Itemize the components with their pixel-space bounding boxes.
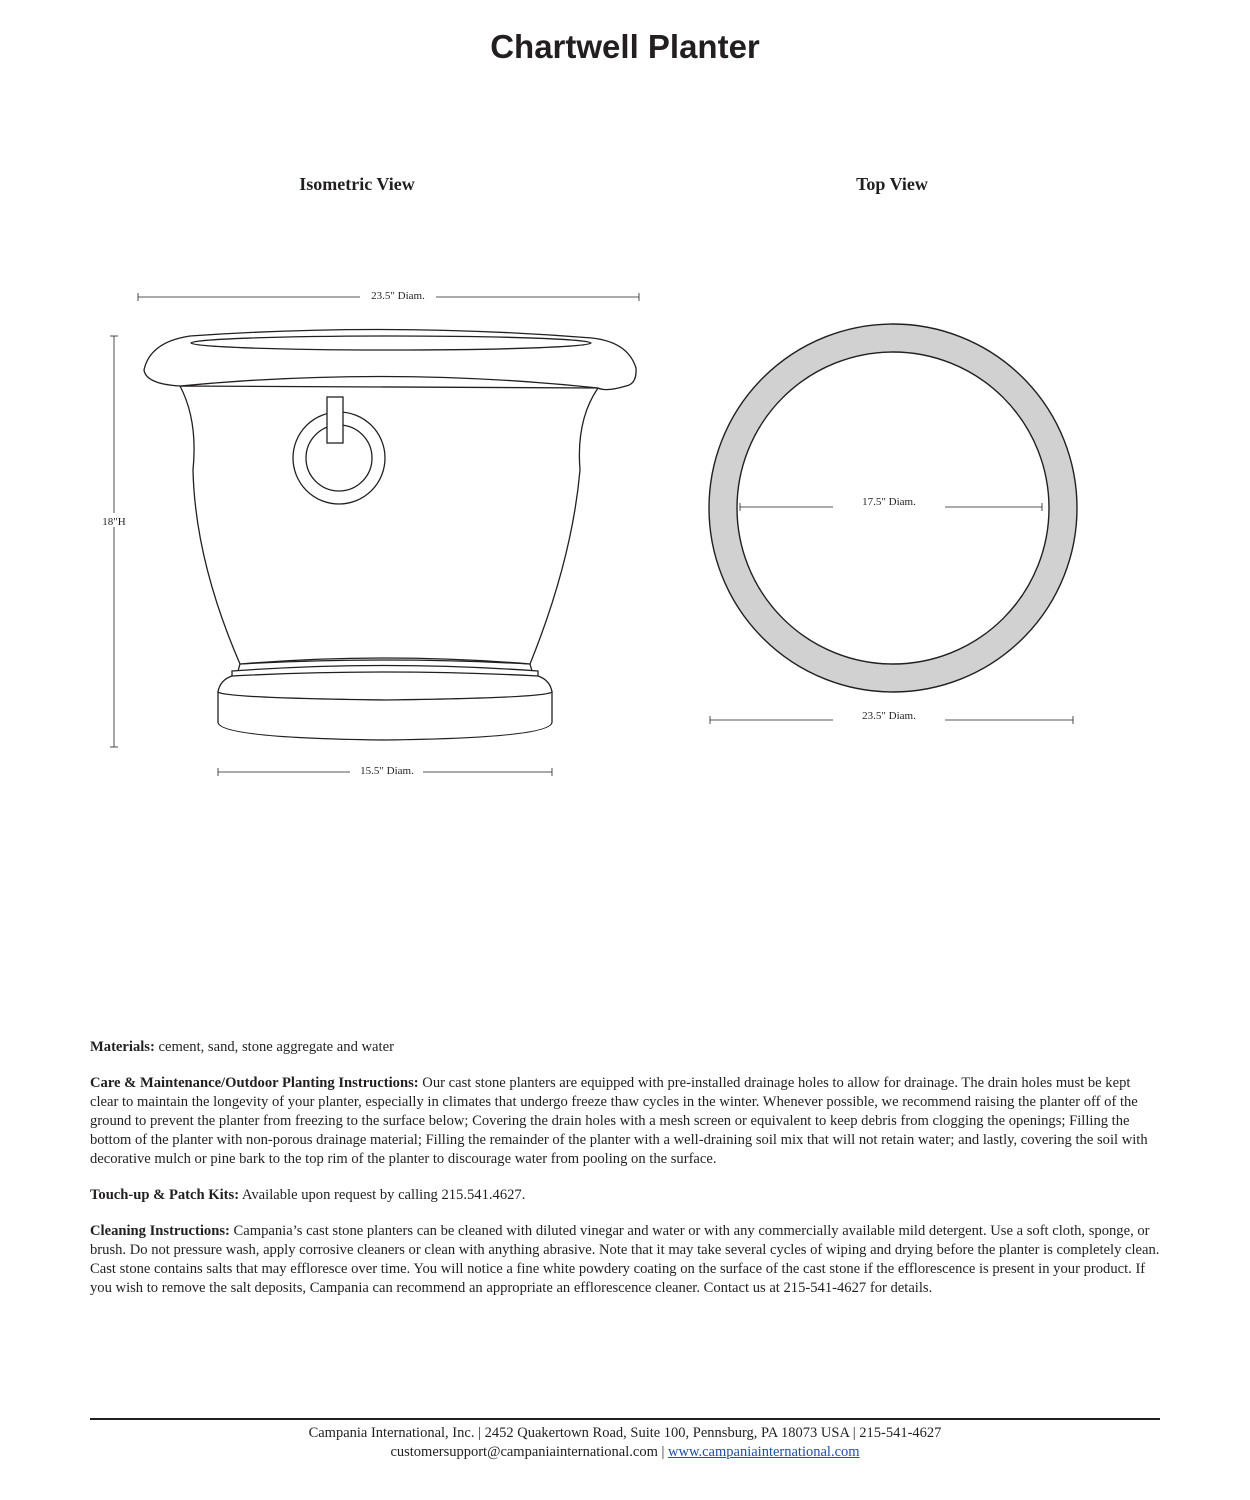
footer-address: Campania International, Inc. | 2452 Quakertown Road, Suite 100, Pennsburg, PA 18073 USA | 215-541-4627: [308, 1425, 942, 1441]
materials-text: cement, sand, stone aggregate and water: [158, 1039, 394, 1055]
iso-top-diameter-label: 23.5" Diam.: [371, 290, 425, 302]
planter-base-top: [218, 672, 552, 692]
isometric-planter-drawing: [144, 329, 636, 740]
iso-height-dimension: [110, 336, 118, 747]
footer-contact: [0, 1443, 1250, 1462]
planter-base: [218, 692, 552, 740]
cleaning-section: [90, 1222, 1160, 1298]
iso-height-label: 18"H: [102, 516, 126, 528]
cleaning-text: Campania’s cast stone planters can be cleaned with diluted vinegar and water or with any commercially available mild detergent. Use a soft cloth, sponge, or brush. Do not pressure wash, apply corrosive cleaners or clean with anything abrasive. Note that it may take several cycles of wiping and drying before the planter is completely clean. Cast stone contains salts that may effloresce over time. You will notice a fine white powdery coating on the surface of the cast stone if the efflorescence is present in your product. If you wish to remove the salt deposits, Campania can recommend an appropriate an efflorescence cleaner. Contact us at 215-541-4627 for details.: [90, 1223, 1160, 1296]
planter-body: [180, 386, 598, 664]
footer-divider: [90, 1418, 1160, 1420]
footer-website-link[interactable]: www.campaniainternational.com: [668, 1444, 860, 1460]
top-view-drawing: [709, 324, 1077, 692]
care-section: [90, 1074, 1160, 1169]
materials-section: [90, 1038, 1160, 1057]
top-ring-inner: [737, 352, 1049, 664]
page-title: Chartwell Planter: [490, 28, 760, 65]
touchup-section: [90, 1186, 1160, 1205]
planter-rim: [144, 329, 636, 389]
footer: [0, 1424, 1250, 1462]
care-heading: Care & Maintenance/Outdoor Planting Instructions:: [90, 1075, 419, 1091]
isometric-view-label: Isometric View: [299, 174, 415, 194]
top-outer-diameter-label: 23.5" Diam.: [862, 710, 916, 722]
top-inner-diameter-label: 17.5" Diam.: [862, 496, 916, 508]
footer-email[interactable]: customersupport@campaniainternational.com: [390, 1444, 658, 1460]
cleaning-heading: Cleaning Instructions:: [90, 1223, 230, 1239]
footer-separator: |: [657, 1444, 669, 1460]
touchup-text: Available upon request by calling 215.541.4627.: [241, 1187, 526, 1203]
handle-mount: [327, 397, 343, 443]
touchup-heading: Touch-up & Patch Kits:: [90, 1187, 240, 1203]
product-information: [90, 1038, 1160, 1315]
materials-heading: Materials:: [90, 1039, 155, 1055]
care-text: Our cast stone planters are equipped with pre-installed drainage holes to allow for drainage. The drain holes must be kept clear to maintain the longevity of your planter, especially in climates that undergo freeze thaw cycles in the winter. Whenever possible, we recommend raising the planter off of the ground to prevent the planter from freezing to the surface below; Covering the drain holes with a mesh screen or equivalent to keep debris from clogging the openings; Filling the bottom of the planter with non-porous drainage material; Filling the remainder of the planter with a well-draining soil mix that will not retain water; and lastly, covering the soil with decorative mulch or pine bark to the top rim of the planter to discourage water from pooling on the surface.: [90, 1075, 1148, 1167]
iso-base-diameter-label: 15.5" Diam.: [360, 765, 414, 777]
top-view-label: Top View: [856, 174, 928, 194]
